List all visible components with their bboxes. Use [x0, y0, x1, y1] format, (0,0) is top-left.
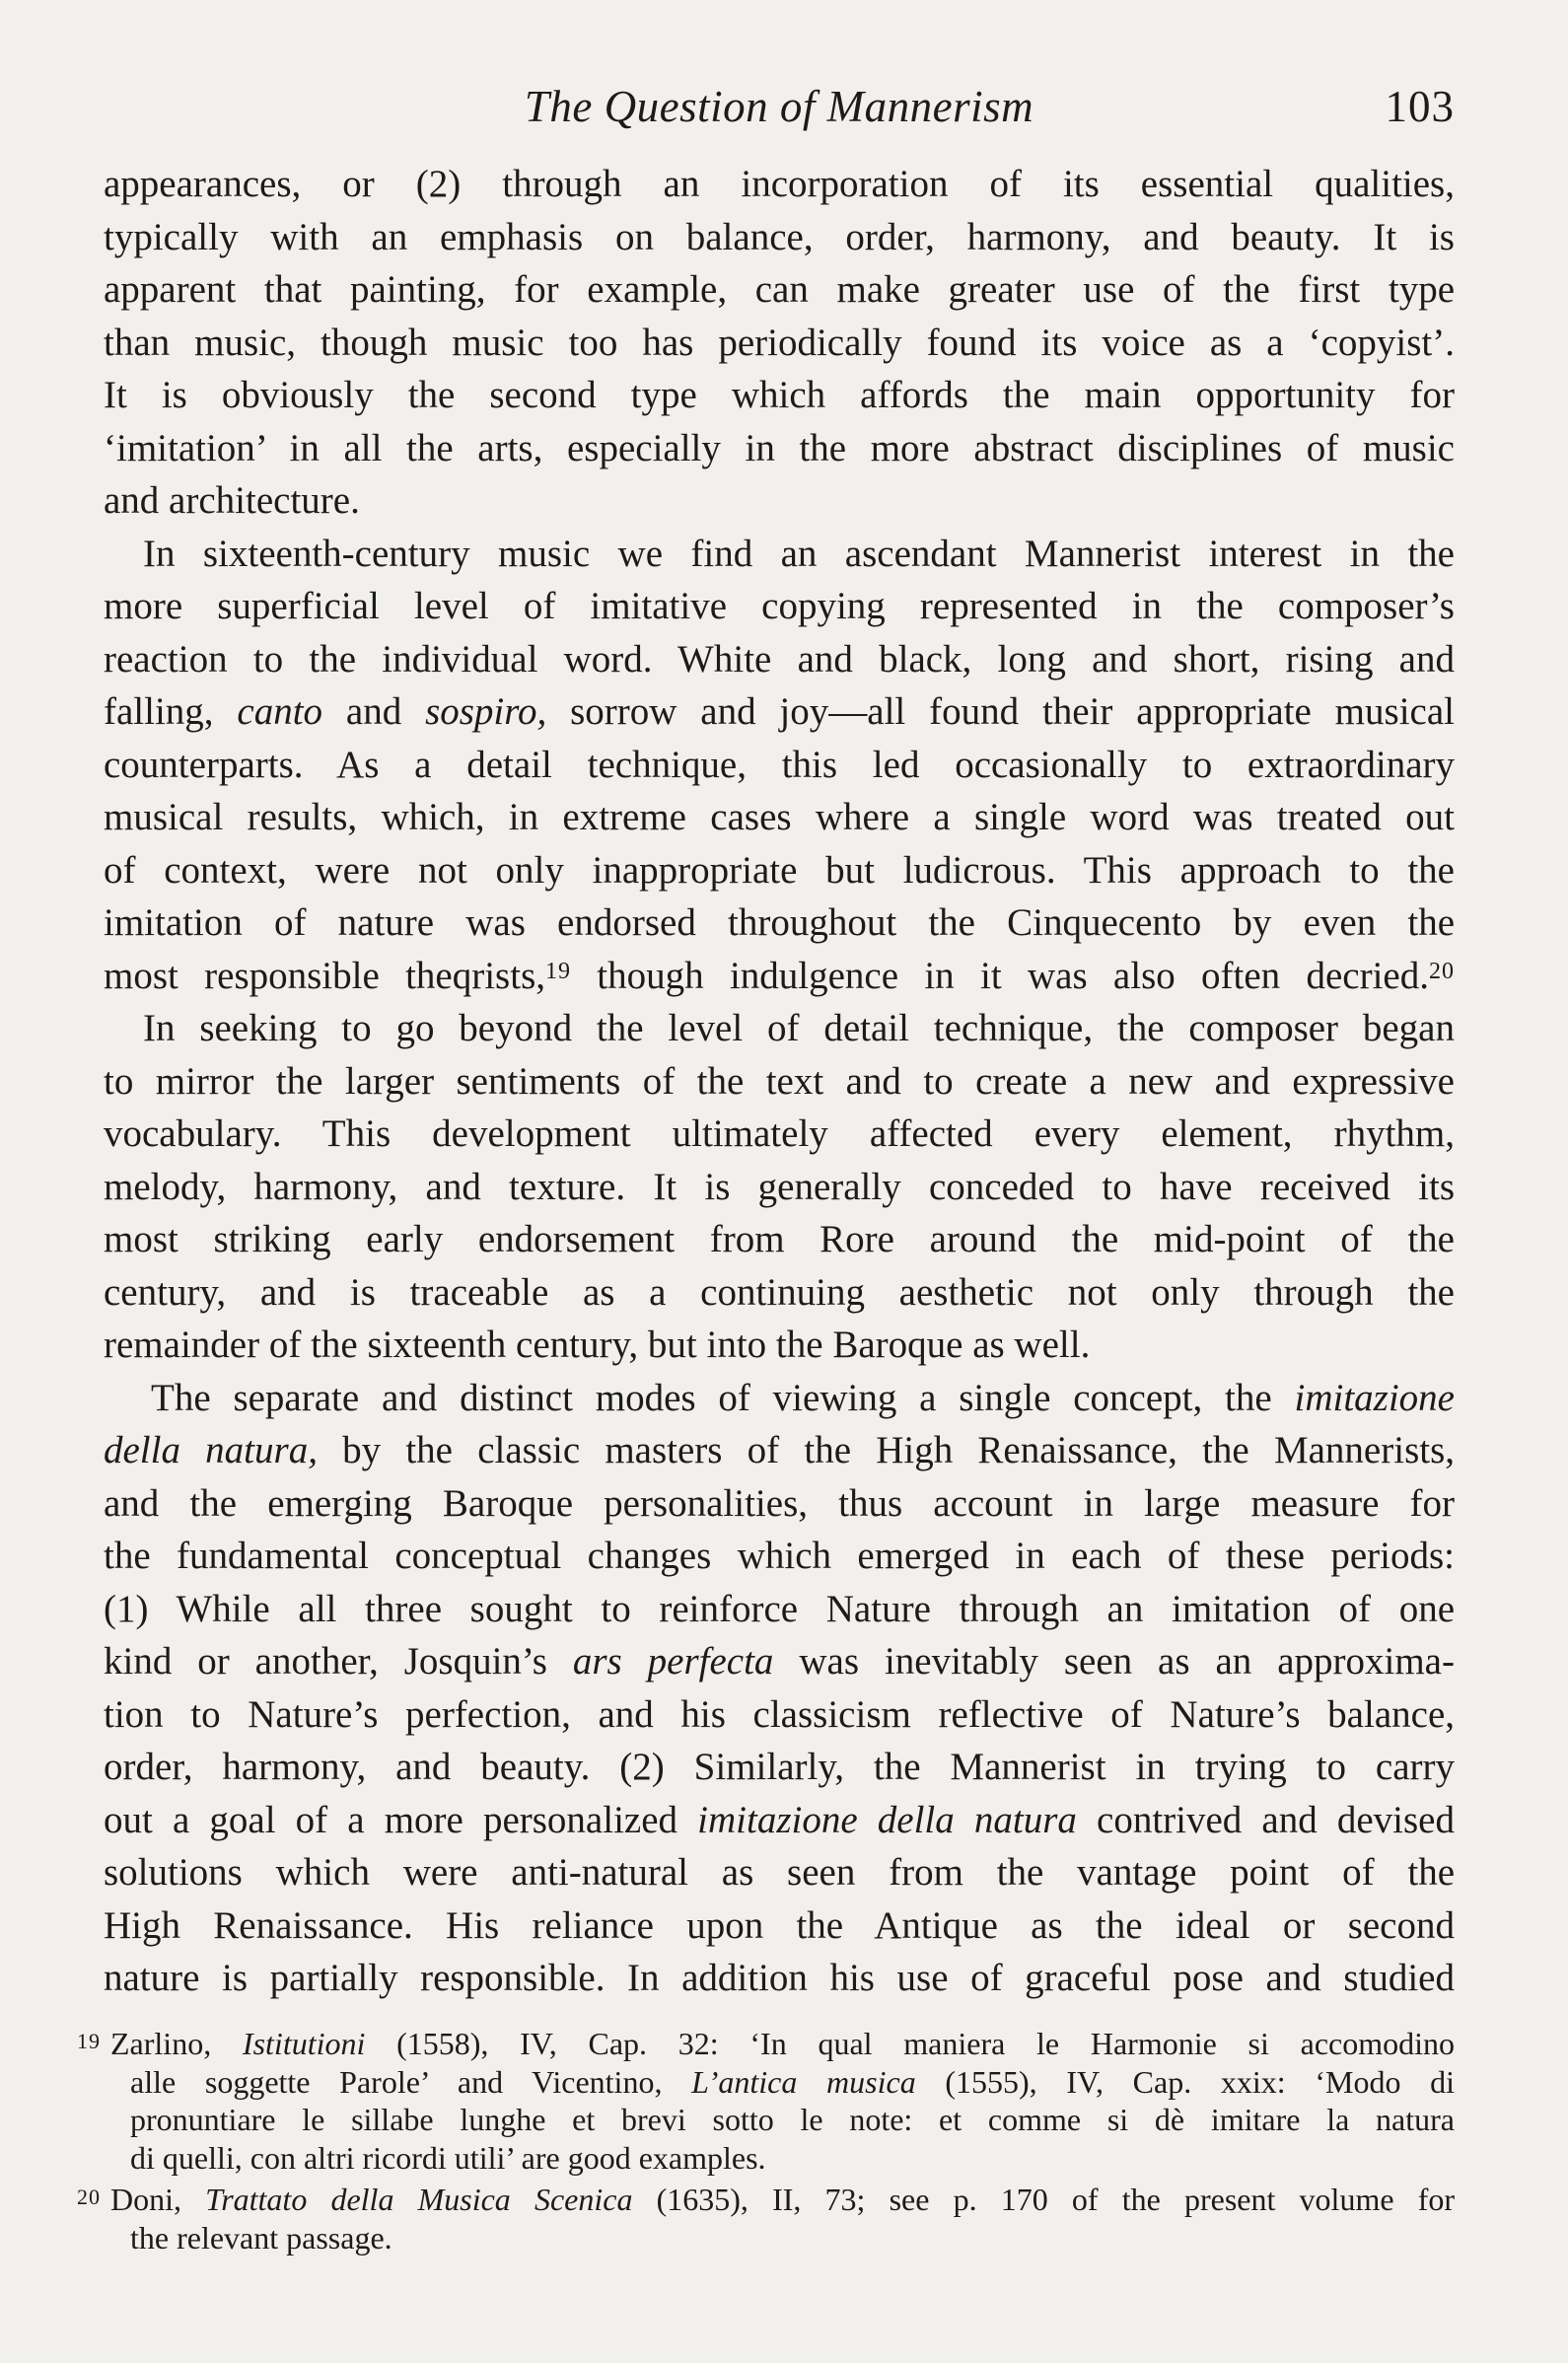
footnote-line	[77, 2025, 1455, 2063]
text-line: In seeking to go beyond the level of detail technique, the composer began	[143, 1007, 1455, 1049]
paragraph-1	[104, 158, 1455, 528]
footnote-line: the relevant passage.	[130, 2219, 392, 2256]
text-line: vocabulary. This development ultimately affected every element, rhythm,	[104, 1112, 1455, 1155]
text-line	[104, 1424, 1455, 1477]
text-line: than music, though music too has periodically found its voice as a ‘copyist’.	[104, 321, 1455, 364]
text-line: musical results, which, in extreme cases where a single word was treated out	[104, 796, 1455, 838]
text-line: century, and is traceable as a continuing aesthetic not only through the	[104, 1270, 1455, 1314]
footnote-20	[77, 2181, 1455, 2256]
text-run: most responsible theqrists,	[104, 954, 545, 997]
italic-term: canto	[237, 690, 323, 733]
page-number: 103	[1385, 82, 1455, 131]
text-line	[104, 1794, 1455, 1847]
text-line: most striking early endorsement from Rore around the mid-point of the	[104, 1218, 1455, 1260]
text-line: In sixteenth-century music we find an ascendant Mannerist interest in the	[143, 532, 1455, 575]
text-line: the fundamental conceptual changes which emerged in each of these periods:	[104, 1535, 1455, 1577]
text-line	[104, 1635, 1455, 1688]
text-run: and	[322, 690, 426, 733]
running-title: The Question of Mannerism	[524, 82, 1034, 131]
page-header	[104, 77, 1455, 146]
text-line	[104, 950, 1455, 1003]
text-run: by the classic masters of the High Renaissance, the Mannerists,	[317, 1429, 1455, 1471]
text-run: though indulgence in it was also often decried.	[571, 954, 1429, 997]
body-text	[104, 158, 1455, 2005]
text-run: (1555), IV, Cap. xxix: ‘Modo di	[915, 2063, 1455, 2100]
italic-term: L’antica musica	[691, 2063, 916, 2100]
text-line: ‘imitation’ in all the arts, especially in the more abstract disciplines of music	[104, 426, 1455, 469]
text-run: kind or another, Josquin’s	[104, 1640, 573, 1683]
text-line	[104, 1372, 1455, 1425]
text-line: solutions which were anti-natural as seen from the vantage point of the	[104, 1851, 1455, 1894]
text-line: It is obviously the second type which affords the main opportunity for	[104, 374, 1455, 416]
text-line: appearances, or (2) through an incorporation of its essential qualities,	[104, 163, 1455, 205]
text-line: melody, harmony, and texture. It is generally conceded to have received its	[104, 1165, 1455, 1208]
text-line	[104, 685, 1455, 739]
text-run: was inevitably seen as an approxima-	[773, 1640, 1455, 1683]
paragraph-4	[104, 1372, 1455, 2005]
text-line: imitation of nature was endorsed throughout the Cinquecento by even the	[104, 901, 1455, 944]
italic-term: imitazione della natura	[697, 1798, 1077, 1841]
text-line: order, harmony, and beauty. (2) Similarly, the Mannerist in trying to carry	[104, 1746, 1455, 1788]
text-line: apparent that painting, for example, can make greater use of the first type	[104, 268, 1455, 311]
italic-term: sospiro,	[425, 690, 547, 733]
footnote-19	[77, 2025, 1455, 2177]
footnotes	[77, 2025, 1455, 2260]
text-line: typically with an emphasis on balance, order, harmony, and beauty. It is	[104, 215, 1455, 258]
italic-term: Istitutioni	[242, 2026, 366, 2061]
text-run: (1635), II, 73; see p. 170 of the present volume for	[632, 2182, 1455, 2217]
text-line: of context, were not only inappropriate but ludicrous. This approach to the	[104, 848, 1455, 892]
text-line: and architecture.	[104, 479, 360, 522]
footnote-mark: 20	[77, 2184, 101, 2209]
text-run: falling,	[104, 690, 238, 733]
footnote-mark: 19	[77, 2029, 101, 2053]
footnote-line	[77, 2063, 1455, 2102]
text-line: remainder of the sixteenth century, but into the Baroque as well.	[104, 1324, 1091, 1366]
text-run: (1558), IV, Cap. 32: ‘In qual maniera le Harmonie si accomodino	[365, 2026, 1455, 2061]
paragraph-2	[104, 528, 1455, 1003]
text-line: and the emerging Baroque personalities, thus account in large measure for	[104, 1481, 1455, 1525]
text-run: out a goal of a more personalized	[104, 1798, 698, 1841]
italic-term: della natura,	[104, 1429, 318, 1471]
italic-term: imitazione	[1294, 1376, 1455, 1419]
text-line: reaction to the individual word. White and black, long and short, rising and	[104, 637, 1455, 680]
footnote-line: pronuntiare le sillabe lunghe et brevi sotto le note: et comme si dè imitare la natura	[130, 2102, 1455, 2137]
text-run: Zarlino,	[110, 2026, 243, 2061]
text-line: (1) While all three sought to reinforce Nature through an imitation of one	[104, 1587, 1455, 1630]
text-run: The separate and distinct modes of viewing a single concept, the	[151, 1376, 1295, 1419]
footnote-line: di quelli, con altri ricordi utili’ are good examples.	[130, 2139, 766, 2176]
italic-term: ars perfecta	[572, 1640, 774, 1683]
text-run: alle soggette Parole’ and Vicentino,	[130, 2063, 692, 2100]
footnote-ref-20: 20	[1429, 958, 1455, 984]
text-line: tion to Nature’s perfection, and his classicism reflective of Nature’s balance,	[104, 1692, 1455, 1736]
text-line: nature is partially responsible. In addition his use of graceful pose and studied	[104, 1957, 1455, 1999]
text-line: High Renaissance. His reliance upon the Antique as the ideal or second	[104, 1903, 1455, 1947]
text-line: counterparts. As a detail technique, this led occasionally to extraordinary	[104, 743, 1455, 786]
footnote-ref-19: 19	[545, 958, 571, 984]
footnote-line	[77, 2181, 1455, 2219]
paragraph-3	[104, 1002, 1455, 1372]
text-line: to mirror the larger sentiments of the text and to create a new and expressive	[104, 1059, 1455, 1103]
text-run: contrived and devised	[1076, 1798, 1455, 1841]
text-run: sorrow and joy—all found their appropriate musical	[546, 690, 1455, 733]
text-run: Doni,	[110, 2182, 206, 2217]
text-line: more superficial level of imitative copying represented in the composer’s	[104, 585, 1455, 627]
italic-term: Trattato della Musica Scenica	[205, 2182, 633, 2217]
